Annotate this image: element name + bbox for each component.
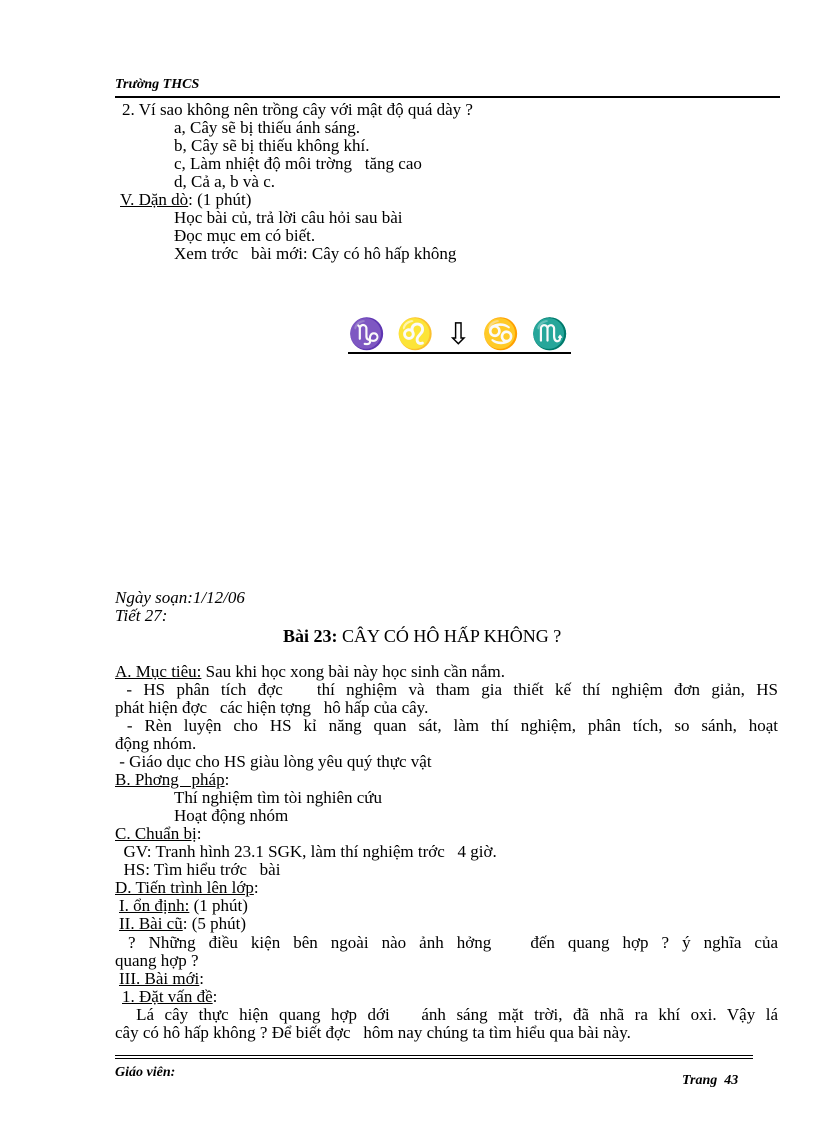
footer-rule-2 bbox=[115, 1058, 753, 1059]
lesson-title: Bài 23: CÂY CÓ HÔ HẤP KHÔNG ? bbox=[283, 626, 562, 646]
option-b: b, Cây sẽ bị thiếu không khí. bbox=[174, 136, 370, 155]
objective-line: phát hiện đợc các hiện tợng hô hấp của cây. bbox=[115, 698, 429, 717]
task: Xem trớc bài mới: Cây có hô hấp không bbox=[174, 244, 457, 263]
method-item: Thí nghiệm tìm tòi nghiên cứu bbox=[174, 788, 382, 807]
header-rule bbox=[115, 96, 780, 98]
prep-item: GV: Tranh hình 23.1 SGK, làm thí nghiệm trớc 4 giờ. bbox=[115, 842, 497, 861]
header-school: Trường THCS bbox=[115, 77, 200, 92]
footer-rule-1 bbox=[115, 1055, 753, 1056]
question: 2. Ví sao không nên trồng cây với mật độ quá dày ? bbox=[122, 100, 473, 119]
intro-line: cây có hô hấp không ? Để biết đợc hôm nay chúng ta tìm hiểu qua bài này. bbox=[115, 1023, 631, 1042]
objective-line: - Rèn luyện cho HS kỉ năng quan sát, làm thí nghiệm, phân tích, so sánh, hoạt bbox=[115, 716, 778, 735]
subsection-1: 1. Đặt vấn đề: bbox=[122, 987, 218, 1006]
step-ii: II. Bài cũ: (5 phút) bbox=[119, 914, 247, 933]
task: Học bài củ, trả lời câu hỏi sau bài bbox=[174, 208, 403, 227]
ornament-symbols: ♑ ♌ ⇩ ♋ ♏ bbox=[348, 318, 571, 354]
section-d: D. Tiến trình lên lớp: bbox=[115, 878, 259, 897]
lesson-period: Tiết 27: bbox=[115, 606, 168, 625]
objective-line: động nhóm. bbox=[115, 734, 197, 753]
intro-line: Lá cây thực hiện quang hợp dới ánh sáng mặt trời, đã nhã ra khí oxi. Vậy lá bbox=[115, 1005, 778, 1024]
review-question: ? Những điều kiện bên ngoài nào ảnh hởng đến quang hợp ? ý nghĩa của bbox=[115, 933, 778, 952]
objective-line: - Giáo dục cho HS giàu lòng yêu quý thực vật bbox=[115, 752, 432, 771]
option-a: a, Cây sẽ bị thiếu ánh sáng. bbox=[174, 118, 361, 137]
step-i: I. ổn định: (1 phút) bbox=[119, 896, 248, 915]
section-v: V. Dặn dò: (1 phút) bbox=[120, 190, 252, 209]
footer-page-number: Trang 43 bbox=[682, 1073, 739, 1088]
step-iii: III. Bài mới: bbox=[119, 969, 205, 988]
method-item: Hoạt động nhóm bbox=[174, 806, 289, 825]
footer-teacher: Giáo viên: bbox=[115, 1065, 176, 1080]
section-b: B. Phơng pháp: bbox=[115, 770, 230, 789]
review-question: quang hợp ? bbox=[115, 951, 199, 970]
option-d: d, Cả a, b và c. bbox=[174, 172, 276, 191]
section-a: A. Mục tiêu: Sau khi học xong bài này học sinh cần nắm. bbox=[115, 662, 505, 681]
prep-item: HS: Tìm hiểu trớc bài bbox=[115, 860, 281, 879]
section-c: C. Chuẩn bị: bbox=[115, 824, 202, 843]
objective-line: - HS phân tích đợc thí nghiệm và tham gia thiết kế thí nghiệm đơn giản, HS bbox=[115, 680, 778, 699]
option-c: c, Làm nhiệt độ môi trờng tăng cao bbox=[174, 154, 422, 173]
task: Đọc mục em có biết. bbox=[174, 226, 316, 245]
lesson-date: Ngày soạn:1/12/06 bbox=[115, 588, 245, 607]
